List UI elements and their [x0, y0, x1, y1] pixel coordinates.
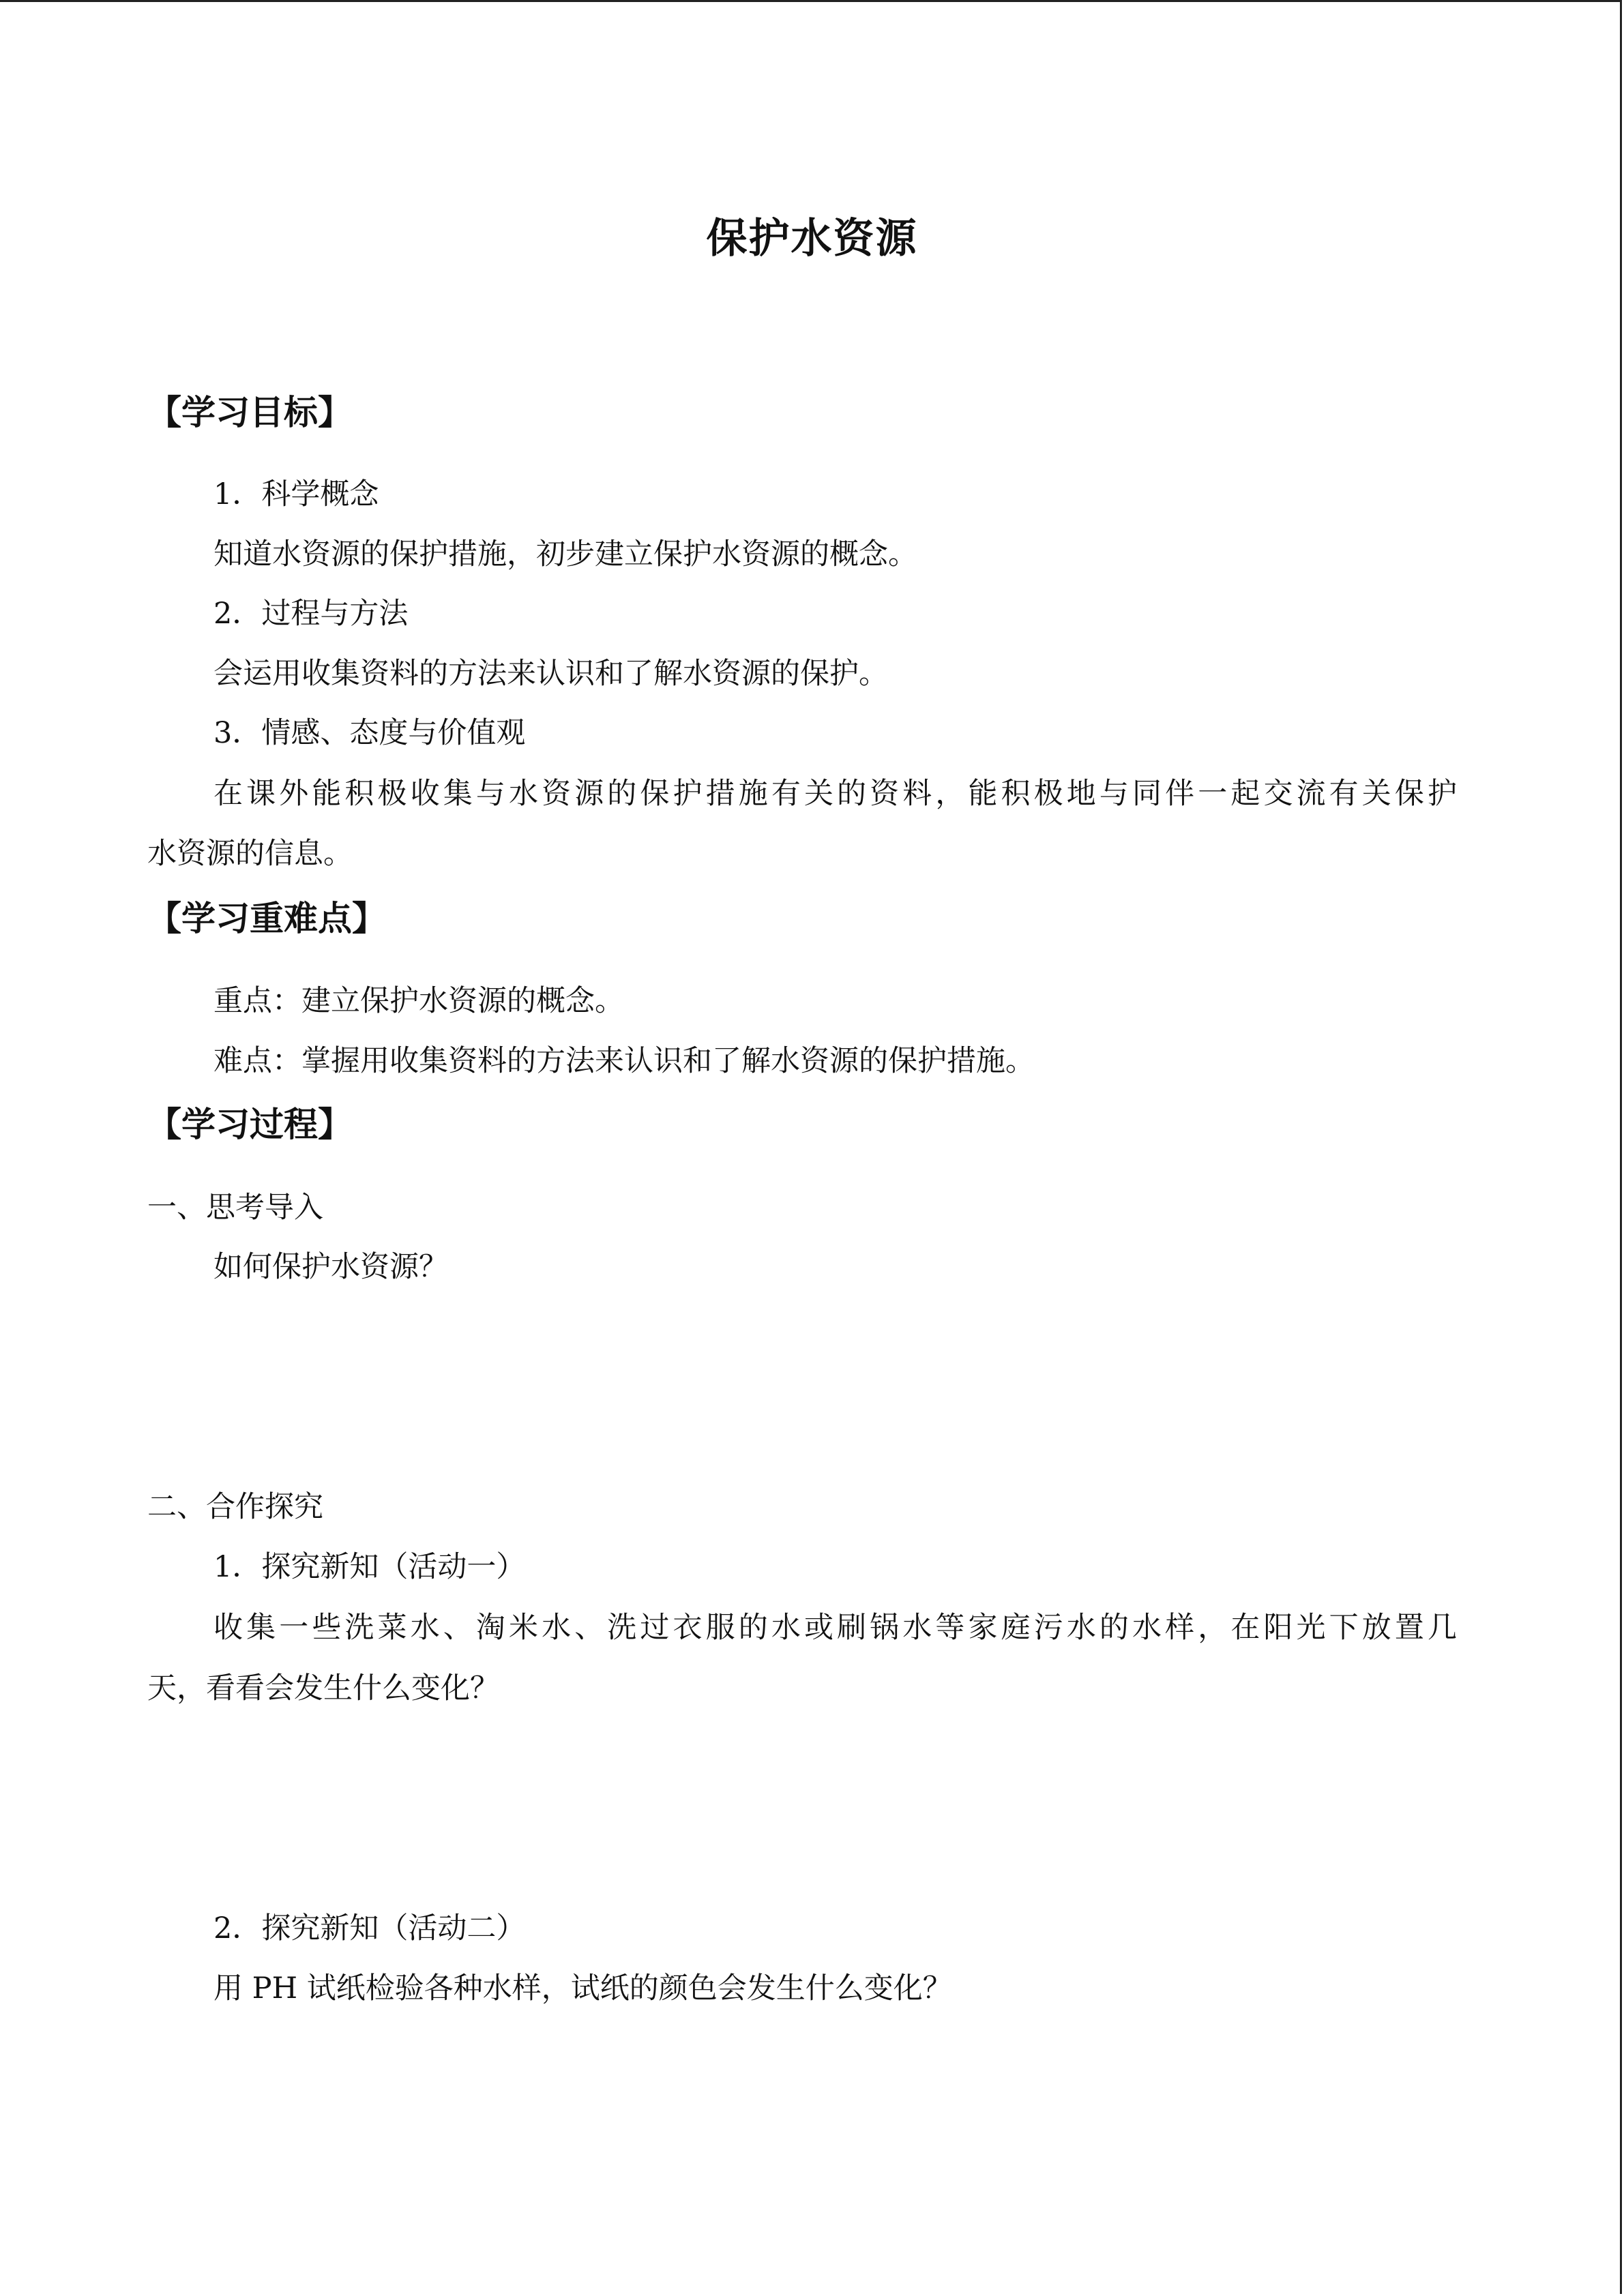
objective-3-text-line-2: 水资源的信息。: [147, 837, 353, 871]
document-title: 保护水资源: [706, 215, 918, 263]
key-points-heading: 【学习重难点】: [147, 898, 386, 938]
difficult-point: 难点：掌握用收集资料的方法来认识和了解水资源的保护措施。: [213, 1044, 1035, 1078]
part-2-title: 二、合作探究: [147, 1490, 323, 1524]
activity-1-title: 1．探究新知（活动一）: [213, 1550, 526, 1584]
objectives-heading: 【学习目标】: [147, 392, 352, 432]
process-heading: 【学习过程】: [147, 1104, 352, 1144]
activity-1-line-2: 天，看看会发生什么变化？: [147, 1671, 499, 1705]
objective-1-text: 知道水资源的保护措施，初步建立保护水资源的概念。: [213, 537, 917, 571]
part-1-question: 如何保护水资源？: [213, 1250, 448, 1284]
objective-2-text: 会运用收集资料的方法来认识和了解水资源的保护。: [213, 657, 888, 691]
objective-3-text-line-1: 在课外能积极收集与水资源的保护措施有关的资料，能积极地与同伴一起交流有关保护: [213, 777, 1457, 811]
activity-2-question: 用 PH 试纸检验各种水样，试纸的颜色会发生什么变化？: [213, 1971, 952, 2006]
part-1-title: 一、思考导入: [147, 1191, 323, 1225]
activity-2-title: 2．探究新知（活动二）: [213, 1911, 526, 1945]
activity-1-line-1: 收集一些洗菜水、淘米水、洗过衣服的水或刷锅水等家庭污水的水样，在阳光下放置几: [213, 1611, 1457, 1645]
objective-1-title: 1．科学概念: [213, 477, 379, 511]
key-point: 重点：建立保护水资源的概念。: [213, 984, 624, 1018]
objective-2-title: 2．过程与方法: [213, 597, 409, 631]
objective-3-title: 3．情感、态度与价值观: [213, 716, 526, 750]
